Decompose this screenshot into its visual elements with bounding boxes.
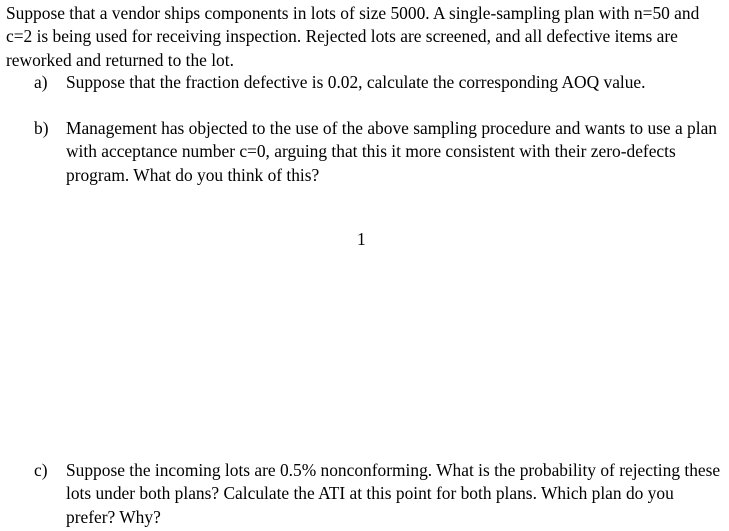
question-b [34, 117, 724, 187]
problem-intro: Suppose that a vendor ships components in lots of size 5000. A single-sampling plan with n=50 and c=2 is being used for receiving inspection. Rejected lots are screened, and all defective items are reworked and returned to the lot. [6, 3, 700, 70]
question-b-text: Management has objected to the use of the above sampling procedure and wants to use a plan with acceptance number c=0, arguing that this it more consistent with their zero-defects program. What do you think of this? [66, 118, 717, 185]
question-b-marker: b) [34, 118, 49, 138]
question-a-text: Suppose that the fraction defective is 0.02, calculate the corresponding AOQ value. [66, 72, 646, 92]
page-number: 1 [357, 229, 366, 249]
question-c-text: Suppose the incoming lots are 0.5% nonconforming. What is the probability of rejecting these lots under both plans? Calculate the ATI at this point for both plans. Which plan do you prefer? Why? [66, 460, 721, 527]
question-c [34, 459, 724, 529]
question-a [34, 71, 724, 94]
question-a-marker: a) [34, 72, 48, 92]
question-c-marker: c) [34, 460, 48, 480]
